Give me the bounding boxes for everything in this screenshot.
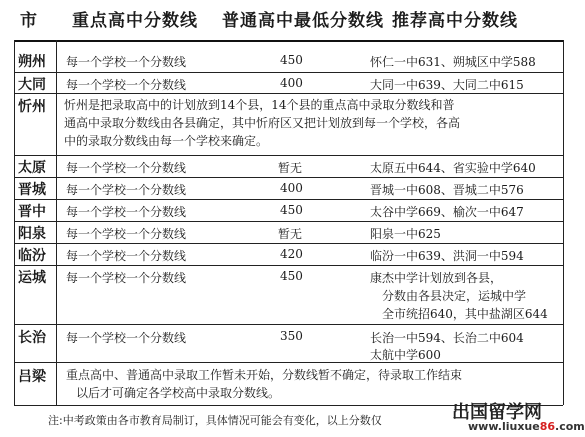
note-line: 中的录取分数线由每一个学校来确定。 xyxy=(64,134,269,148)
watermark-url: www.liuxue86.com xyxy=(468,420,585,433)
min-line-value: 450 xyxy=(280,269,303,283)
row-divider xyxy=(14,265,563,266)
city-label: 朔州 xyxy=(18,54,46,70)
row-divider xyxy=(14,243,563,244)
rec-line-value: 全市统招640，其中盐湖区644 xyxy=(382,307,548,321)
note-line: 以后才可确定各学校高中录取分数线。 xyxy=(76,386,281,400)
row-divider xyxy=(14,199,563,200)
footer-note: 注:中考政策由各市教育局制订，具体情况可能会有变化，以上分数仅 xyxy=(48,414,382,427)
key-line-value: 每一个学校一个分数线 xyxy=(66,78,187,92)
row-divider xyxy=(14,72,563,73)
city-label: 运城 xyxy=(18,270,46,286)
min-line-value: 450 xyxy=(280,53,303,67)
rec-line-value: 临汾一中639、洪洞一中594 xyxy=(370,249,524,263)
min-line-value: 暂无 xyxy=(278,161,303,175)
watermark-logo: 出国留学网 xyxy=(452,402,542,423)
rec-line-value: 分数由各县决定，运城中学 xyxy=(382,289,527,303)
min-line-value: 420 xyxy=(280,247,303,261)
rec-line-value: 怀仁一中631、朔城区中学588 xyxy=(370,55,536,69)
rec-line-value: 大同一中639、大同二中615 xyxy=(370,78,524,92)
table-right-border xyxy=(563,40,564,405)
key-line-value: 每一个学校一个分数线 xyxy=(66,331,187,345)
row-divider xyxy=(14,155,563,156)
rec-line-value: 太谷中学669、榆次一中647 xyxy=(370,205,524,219)
city-label: 晋城 xyxy=(18,182,46,198)
note-line: 通高中录取分数线由各县确定，其中忻府区又把计划放到每一个学校，各高 xyxy=(64,116,461,130)
key-line-value: 每一个学校一个分数线 xyxy=(66,249,187,263)
rec-line-value: 康杰中学计划放到各县， xyxy=(370,271,503,285)
key-line-value: 每一个学校一个分数线 xyxy=(66,161,187,175)
rec-line-value: 晋城一中608、晋城二中576 xyxy=(370,183,524,197)
min-line-value: 450 xyxy=(280,203,303,217)
header-rule xyxy=(14,40,563,42)
city-label: 忻州 xyxy=(18,99,46,115)
city-label: 大同 xyxy=(18,77,46,93)
key-line-value: 每一个学校一个分数线 xyxy=(66,183,187,197)
city-label: 临汾 xyxy=(18,248,46,264)
key-line-value: 每一个学校一个分数线 xyxy=(66,55,187,69)
rec-line-value: 阳泉一中625 xyxy=(370,227,441,241)
min-line-value: 暂无 xyxy=(278,227,303,241)
row-divider xyxy=(14,177,563,178)
table-left-border xyxy=(14,40,15,405)
key-line-value: 每一个学校一个分数线 xyxy=(66,205,187,219)
header-key-line: 重点高中分数线 xyxy=(72,11,198,31)
row-divider xyxy=(14,324,563,325)
rec-line-value: 长治一中594、长治二中604 xyxy=(370,331,524,345)
city-label: 吕梁 xyxy=(18,369,46,385)
city-label: 长治 xyxy=(18,330,46,346)
city-label: 晋中 xyxy=(18,204,46,220)
table-header xyxy=(0,0,577,40)
min-line-value: 400 xyxy=(280,76,303,90)
row-divider xyxy=(14,93,563,94)
city-label: 阳泉 xyxy=(18,226,46,242)
header-rec-line: 推荐高中分数线 xyxy=(392,11,518,31)
key-line-value: 每一个学校一个分数线 xyxy=(66,271,187,285)
min-line-value: 400 xyxy=(280,181,303,195)
header-min-line: 普通高中最低分数线 xyxy=(222,11,384,31)
row-divider xyxy=(14,221,563,222)
city-column-divider xyxy=(56,40,57,405)
min-line-value: 350 xyxy=(280,329,303,343)
note-line: 重点高中、普通高中录取工作暂未开始，分数线暂不确定，待录取工作结束 xyxy=(66,368,463,382)
rec-line-value: 太原五中644、省实验中学640 xyxy=(370,161,536,175)
note-line: 忻州是把录取高中的计划放到14个县，14个县的重点高中录取分数线和普 xyxy=(64,98,455,112)
city-label: 太原 xyxy=(18,160,46,176)
row-divider xyxy=(14,362,563,363)
rec-line-value: 太航中学600 xyxy=(370,348,441,362)
key-line-value: 每一个学校一个分数线 xyxy=(66,227,187,241)
header-city: 市 xyxy=(20,11,38,31)
